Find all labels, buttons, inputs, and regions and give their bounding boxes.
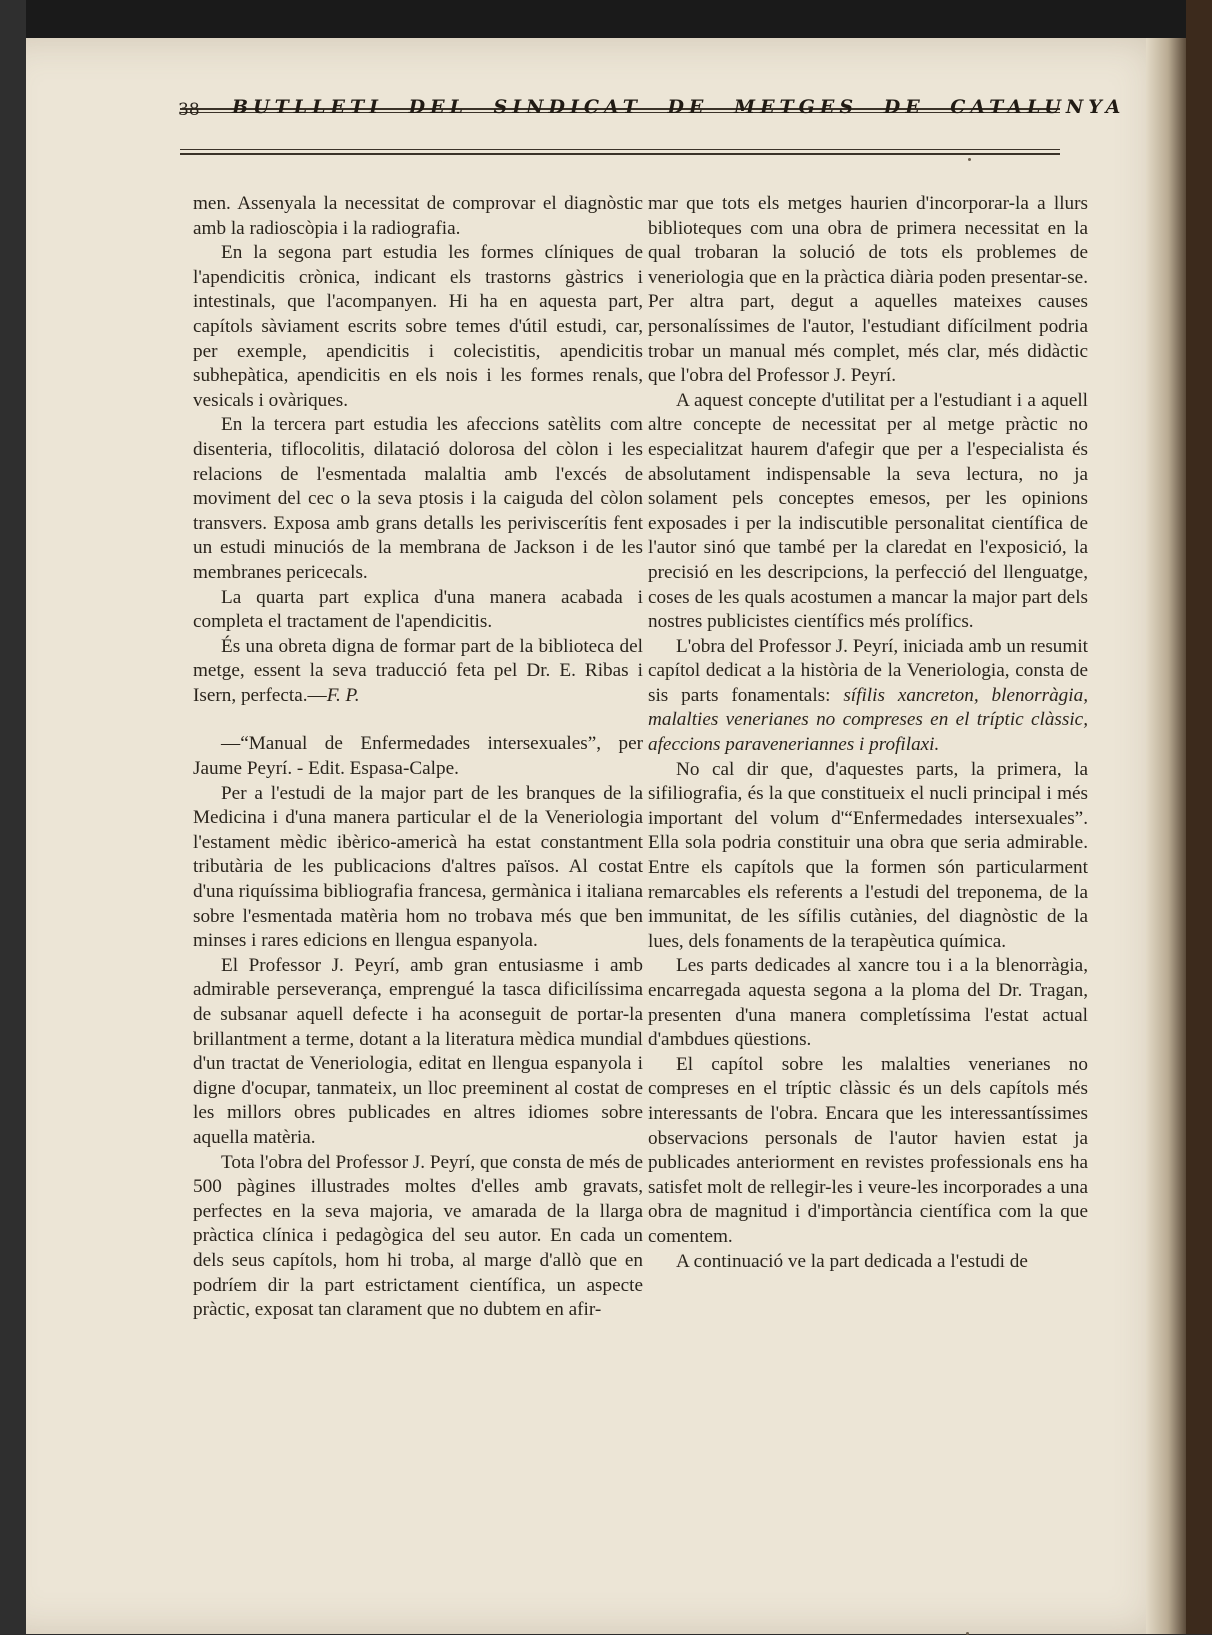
paragraph: A aquest concepte d'utilitat per a l'estudiant i a aquell altre concepte de necessitat per al metge pràctic no especialitzat haurem d'afegir que per a l'especialista és absolutament indispensable la seva lectura, no ja solament pels conceptes emesos, per les opinions exposades i per la indiscutible personalitat científica de l'autor sinó que també per la claredat en l'exposició, la precisió en les descripcions, la perfecció del llenguatge, coses de les quals acostumen a mancar la major part dels nostres publicistes científics més prolífics. (648, 389, 1088, 633)
paragraph: El Professor J. Peyrí, amb gran entusiasme i amb admirable perseverança, emprengué la tasca dificilíssima de subsanar aquell defecte i ha aconseguit de portar-la brillantment a terme, dotant a la literatura mèdica mundial d'un tractat de Veneriologia, editat en llengua espanyola i digne d'ocupar, tanmateix, un lloc preeminent al costat de les millors obres publicades en altres idiomes sobre aquella matèria. (193, 954, 643, 1148)
running-title: BUTLLETI DEL SINDICAT DE METGES DE CATALUNYA (232, 96, 1126, 118)
right-column (648, 192, 1088, 1274)
review-heading: —“Manual de Enfermedades intersexuales”, per Jaume Peyrí. - Edit. Espasa-Calpe. (193, 733, 643, 780)
header-rule-bottom (180, 153, 1060, 155)
paper-speck (968, 158, 971, 161)
left-column (193, 192, 643, 1323)
paragraph: La quarta part explica d'una manera acabada i completa el tractament de l'apendicitis. (193, 586, 643, 633)
paragraph (193, 635, 643, 709)
parts-list: sífilis xancreton, blenorràgia, malalties venerianes no compreses en el tríptic clàssic, afeccions paraveneriannes i profilaxi. (648, 684, 1088, 756)
paragraph: men. Assenyala la necessitat de comprovar el diagnòstic amb la radioscòpia i la radiografia. (193, 193, 643, 239)
paragraph: En la tercera part estudia les afeccions satèlits com disenteria, tiflocolitis, dilatació dolorosa del còlon i les relacions de l'esmentada malaltia amb l'excés de moviment del cec o la seva ptosis i la caiguda del còlon transvers. Exposa amb grans detalls les periviscerítis fent un estudi minuciós de la membrana de Jackson i de les membranes pericecals. (193, 414, 643, 583)
scan-background-left (0, 0, 26, 1634)
paragraph: En la segona part estudia les formes clíniques de l'apendicitis crònica, indicant els trastorns gàstrics i intestinals, que l'acompanyen. Hi ha en aquesta part, capítols sàviament escrits sobre temes d'útil estudi, car, per exemple, apendicitis i colecistitis, apendicitis subhepàtica, apendicitis en els nois i les formes renals, vesicals i ovàriques. (193, 242, 643, 411)
page-header (150, 68, 1126, 158)
paragraph-text: L'obra del Professor J. Peyrí, iniciada amb un resumit capítol dedicat a la història de la Veneriologia, consta de sis parts fonamentals: (648, 635, 1088, 706)
header-rule-bottom-thin (180, 149, 1060, 150)
page-curl-shadow (1146, 38, 1186, 1634)
paragraph: El capítol sobre les malalties venerianes no compreses en el tríptic clàssic és un dels capítols més interessants de l'obra. Encara que les interessantíssimes observacions personals de l'autor havien estat ja publicades anteriorment en revistes professionals ens ha satisfet molt de rellegir-les i veure-les incorporades a una obra de magnitud i d'importància científica com la que comentem. (648, 1053, 1088, 1247)
scan-background-top (0, 0, 1212, 38)
paragraph (648, 635, 1088, 758)
paragraph: No cal dir que, d'aquestes parts, la primera, la sifiliografia, és la que constitueix el nucli principal i més important del volum d'“Enfermedades intersexuales”. Ella sola podria constituir una obra que seria admirable. Entre els capítols que la formen són particularment remarcables els referents a l'estudi del treponema, de la immunitat, de les sífilis cutànies, del diagnòstic de la lues, dels fonaments de la terapèutica química. (648, 758, 1088, 952)
paragraph: A continuació ve la part dedicada a l'estudi de (676, 1250, 1028, 1272)
paragraph-text: És una obreta digna de formar part de la biblioteca del metge, essent la seva traducció feta pel Dr. E. Ribas i Isern, perfecta.— (193, 635, 643, 706)
book-binding-edge (1186, 0, 1212, 1634)
paragraph: Tota l'obra del Professor J. Peyrí, que consta de més de 500 pàgines illustrades moltes d'elles amb gravats, perfectes en la seva majoria, ve amarada de la llarga pràctica clínica i pedagògica del seu autor. En cada un dels seus capítols, hom hi troba, al marge d'allò que en podríem dir la part estrictament científica, un aspecte pràctic, exposat tan clarament que no dubtem en afir- (193, 1151, 644, 1321)
paragraph: mar que tots els metges haurien d'incorporar-la a llurs biblioteques com una obra de primera necessitat en la qual trobaran la solució de tots els problemes de veneriologia que en la pràctica diària poden presentar-se. Per altra part, degut a aquelles mateixes causes personalíssimes de l'autor, l'estudiant difícilment podria trobar un manual més complet, més clar, més didàctic que l'obra del Professor J. Peyrí. (648, 193, 1088, 387)
reviewer-initials: F. P. (326, 684, 360, 706)
page-number: 38 (178, 100, 200, 120)
paragraph: Per a l'estudi de la major part de les branques de la Medicina i d'una manera particular el de la Veneriologia l'estament mèdic ibèrico-americà ha estat constantment tributària de les publicacions d'altres països. Al costat d'una riquíssima bibliografia francesa, germànica i italiana sobre l'esmentada matèria hom no trobava més que ben minses i rares edicions en llengua espanyola. (193, 782, 643, 952)
paragraph: Les parts dedicades al xancre tou i a la blenorràgia, encarregada aquesta segona a la ploma del Dr. Tragan, presenten d'una manera completíssima l'estat actual d'ambdues qüestions. (648, 955, 1088, 1051)
